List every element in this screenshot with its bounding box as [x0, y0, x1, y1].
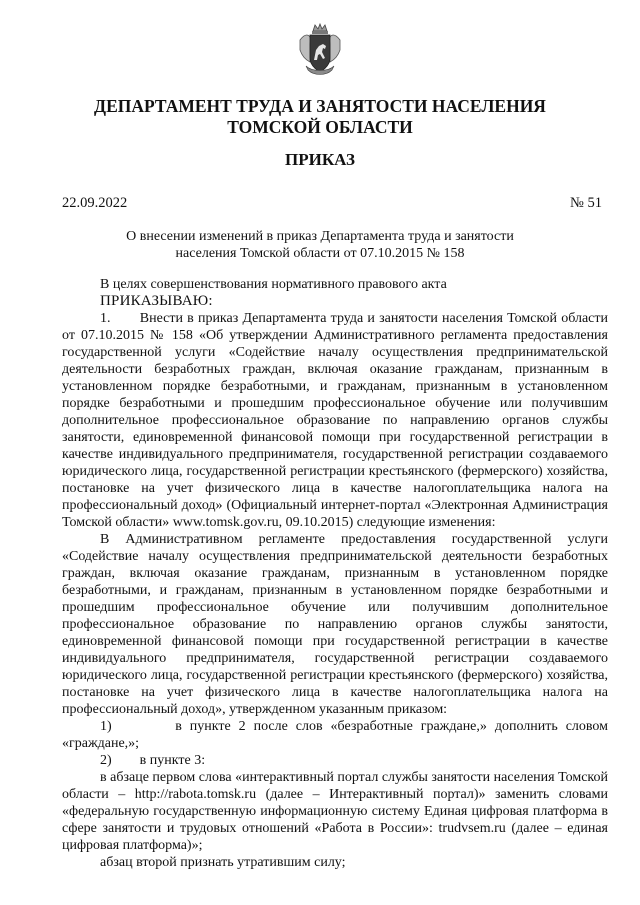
department-title-line2: ТОМСКОЙ ОБЛАСТИ	[227, 117, 413, 137]
item-1-text: Внести в приказ Департамента труда и занятости населения Томской области от 07.10.2015 № 158 «Об утверждении Административного регламента предоставления государственной услуги «Содействие началу осуществления предпринимательской деятельности безработных граждан, включая оказание гражданам, признанным в установленном порядке безработными, и гражданам, признанным в установленном порядке безработными и прошедшим профессиональное обучение или получившим дополнительное профессиональное образование по направлению органов службы занятости, единовременной финансовой помощи при государственной регистрации в качестве индивидуального предпринимателя, государственной регистрации создаваемого юридического лица, государственной регистрации крестьянского (фермерского) хозяйства, постановке на учет физического лица в качестве налогоплательщика налога на профессиональный доход» (Официальный интернет-портал «Электронная Администрация Томской области» www.tomsk.gov.ru, 09.10.2015) следующие изменения:	[62, 311, 609, 530]
paragraph-subitem-2	[62, 752, 608, 769]
document-subject	[100, 228, 540, 262]
document-type: ПРИКАЗ	[285, 150, 355, 169]
item-1-number: 1.	[100, 311, 111, 326]
subitem-1-text: в пункте 2 после слов «безработные граждане,» дополнить словом «граждане,»;	[62, 719, 608, 751]
subject-line2: населения Томской области от 07.10.2015 № 158	[175, 246, 465, 261]
tomsk-region-coat-of-arms-icon	[296, 22, 344, 78]
paragraph-second-clause: абзац второй признать утратившим силу;	[100, 855, 346, 870]
document-date: 22.09.2022	[62, 195, 128, 211]
department-title-line1: ДЕПАРТАМЕНТ ТРУДА И ЗАНЯТОСТИ НАСЕЛЕНИЯ	[94, 96, 546, 116]
paragraph-item-1	[62, 310, 608, 531]
preamble: В целях совершенствования нормативного правового акта	[100, 277, 447, 292]
paragraph-regulation: В Административном регламенте предоставления государственной услуги «Содействие началу осуществления предпринимательской деятельности безработных граждан, включая оказание гражданам, признанным в установленном порядке безработными, и гражданам, признанным в установленном порядке безработными и прошедшим профессиональное обучение или получившим дополнительное профессиональное образование по направлению органов службы занятости, единовременной финансовой помощи при государственной регистрации в качестве индивидуального предпринимателя, государственной регистрации создаваемого юридического лица, государственной регистрации крестьянского (фермерского) хозяйства, постановке на учет физического лица в качестве налогоплательщика налога на профессиональный доход», утвержденном указанным приказом:	[62, 532, 608, 717]
subitem-1-number: 1)	[100, 719, 112, 734]
paragraph-first-clause: в абзаце первом слова «интерактивный портал службы занятости населения Томской области – http://rabota.tomsk.ru (далее – Интерактивный портал)» заменить словами «федеральную государственную информационную систему Единая цифровая платформа в сфере занятости и трудовых отношений «Работа в России»: trudvsem.ru (далее – единая цифровая платформа)»;	[62, 770, 608, 853]
decree-word: ПРИКАЗЫВАЮ:	[100, 293, 213, 309]
subitem-2-text: в пункте 3:	[139, 753, 206, 768]
document-number: № 51	[570, 195, 602, 211]
document-body	[62, 276, 608, 871]
department-title	[0, 96, 640, 138]
paragraph-subitem-1	[62, 718, 608, 752]
subject-line1: О внесении изменений в приказ Департамента труда и занятости	[126, 229, 514, 244]
subitem-2-number: 2)	[100, 753, 112, 768]
